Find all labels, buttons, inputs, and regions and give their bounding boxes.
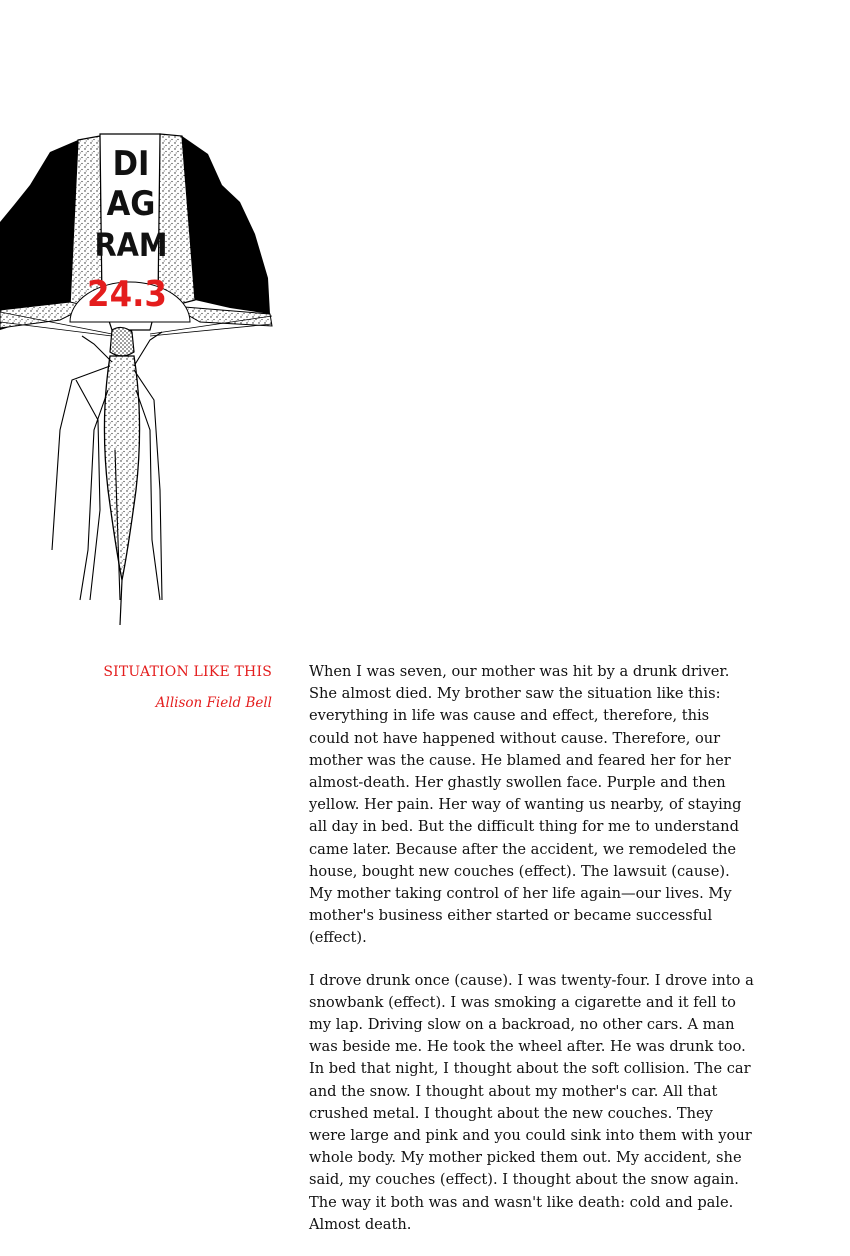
piece-heading bbox=[60, 660, 272, 711]
paragraph: I drove drunk once (cause). I was twenty-four. I drove into a snowbank (effect). I was smoking a cigarette and it fell to my lap. Driving slow on a backroad, no other cars. A man was beside me. He took the wheel after. He was drunk too. In bed that night, I thought about the soft collision. The car and the snow. I thought about my mother's car. All that crushed metal. I thought about the new couches. They were large and pink and you could sink into them with your whole body. My mother picked them out. My accident, she said, my couches (effect). I thought about the snow again. The way it both was and wasn't like death: cold and pale. Almost death. bbox=[309, 971, 754, 1233]
logo-line-1: DI bbox=[112, 144, 150, 184]
logo-line-3: RAM bbox=[94, 226, 168, 264]
piece-title: SITUATION LIKE THIS bbox=[103, 664, 272, 680]
body-text bbox=[309, 661, 754, 1256]
paragraph: When I was seven, our mother was hit by a drunk driver. She almost died. My brother saw the situation like this: everything in life was cause and effect, therefore, this could not have happened without cause. Therefore, our mother was the cause. He blamed and feared her for her almost-death. Her ghastly swollen face. Purple and then yellow. Her pain. Her way of wanting us nearby, of staying all day in bed. But the difficult thing for me to understand came later. Because after the accident, we remodeled the house, bought new couches (effect). The lawsuit (cause). My mother taking control of her life again—our lives. My mother's business either started or became successful (effect). bbox=[309, 663, 742, 947]
insect-body bbox=[104, 356, 139, 580]
insect-head bbox=[110, 327, 134, 356]
diagram-logo bbox=[0, 130, 285, 630]
logo-issue-number: 24.3 bbox=[87, 274, 167, 315]
logo-line-2: AG bbox=[106, 184, 156, 224]
author-name: Allison Field Bell bbox=[155, 695, 272, 711]
